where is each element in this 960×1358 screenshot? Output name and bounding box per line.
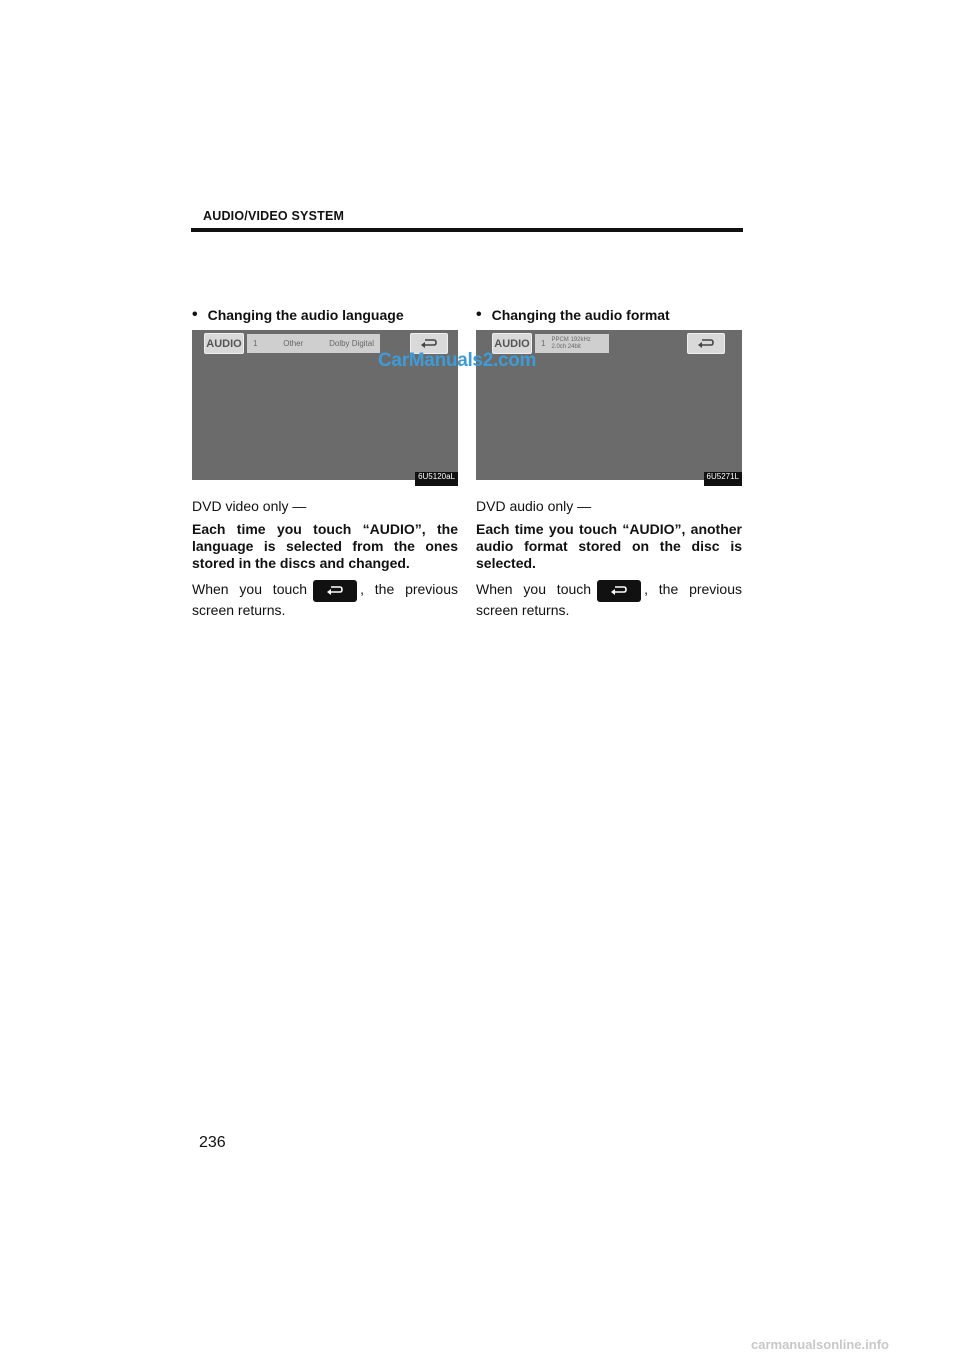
return-button-icon: [597, 580, 641, 602]
audio-button: AUDIO: [492, 333, 532, 354]
section-heading: [192, 305, 458, 325]
return-arrow-icon: [420, 338, 438, 350]
touch-before: When you touch: [476, 581, 592, 597]
info-line-2: 2.0ch 24bit: [551, 343, 581, 350]
footer-watermark: carmanualsonline.info: [751, 1337, 889, 1352]
info-language: Other: [283, 339, 304, 348]
audio-button: AUDIO: [204, 333, 244, 354]
intro-text: DVD video only —: [192, 498, 307, 514]
touch-after: , the previous screen returns.: [476, 581, 742, 618]
section-heading: [476, 305, 742, 325]
touch-after: , the previous screen returns.: [192, 581, 458, 618]
info-line-1: PPCM 192kHz: [551, 336, 591, 343]
audio-info-display: [535, 334, 609, 353]
instruction-text: Each time you touch “AUDIO”, the language is selected from the ones stored in the discs and changed.: [192, 521, 458, 571]
running-header: AUDIO/VIDEO SYSTEM: [203, 209, 345, 223]
return-button-icon: [313, 580, 357, 602]
touch-instruction: [476, 580, 742, 619]
info-format: Dolby Digital: [329, 339, 374, 348]
watermark: CarManuals2.com: [378, 350, 537, 371]
heading-text: Changing the audio format: [491, 307, 670, 323]
bullet-icon: •: [476, 306, 482, 323]
touch-instruction: [192, 580, 458, 619]
back-button: [687, 333, 725, 354]
return-arrow-icon: [697, 338, 715, 350]
figure-id: 6U5120aL: [415, 472, 458, 486]
return-arrow-icon: [610, 585, 628, 597]
audio-info-display: [247, 334, 380, 353]
header-rule: [191, 228, 743, 232]
bullet-icon: •: [192, 306, 198, 323]
info-format-lines: [551, 337, 590, 351]
info-number: 1: [541, 339, 546, 348]
info-number: 1: [253, 339, 258, 348]
figure-id: 6U5271L: [704, 472, 742, 486]
page-number: 236: [199, 1134, 226, 1151]
return-arrow-icon: [326, 585, 344, 597]
instruction-text: Each time you touch “AUDIO”, another audio format stored on the disc is selected.: [476, 521, 742, 571]
heading-text: Changing the audio language: [207, 307, 404, 323]
touch-before: When you touch: [192, 581, 308, 597]
intro-text: DVD audio only —: [476, 498, 592, 514]
